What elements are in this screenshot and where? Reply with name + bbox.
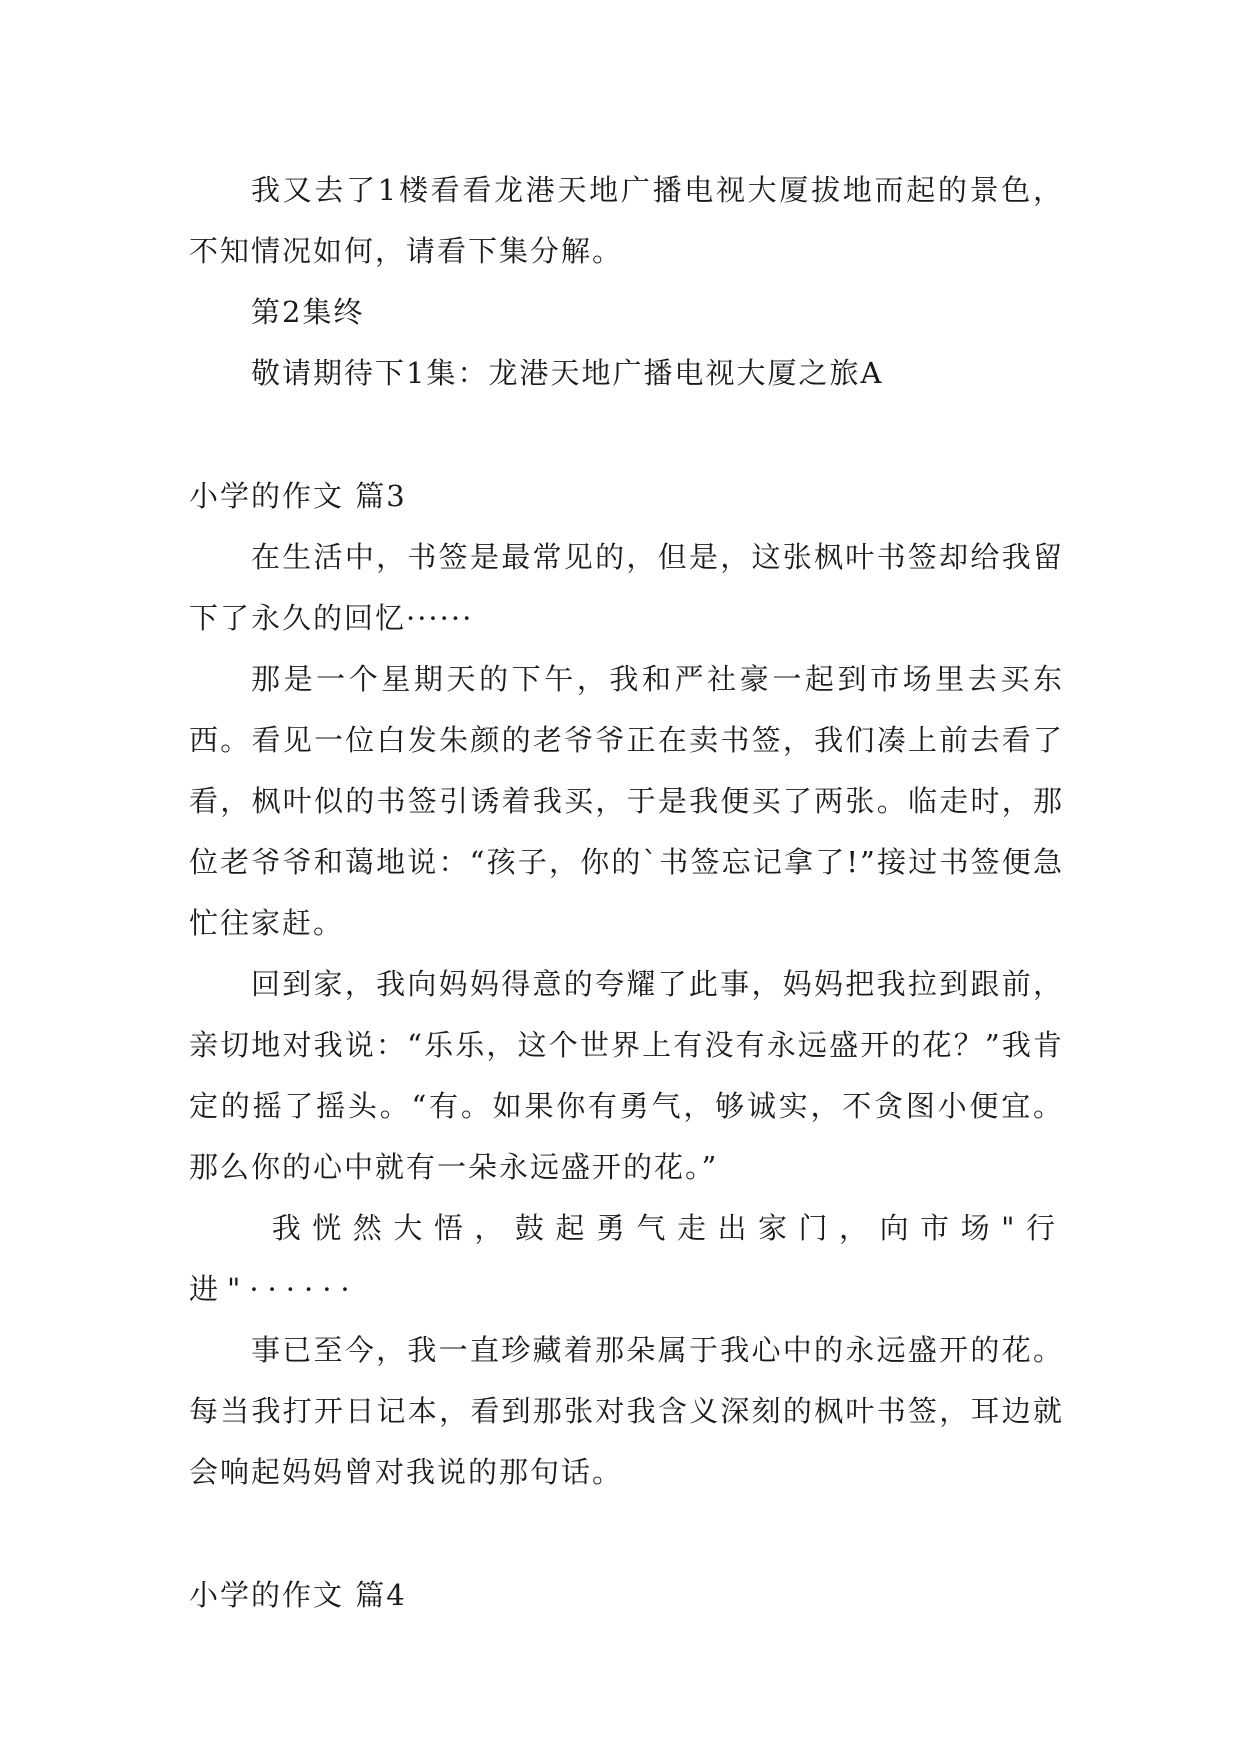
section-heading-3: 小学的作文 篇3 bbox=[189, 479, 407, 513]
paragraph-market: 那是一个星期天的下午，我和严社豪一起到市场里去买东西。看见一位白发朱颜的老爷爷正在卖书签，我们凑上前去看了看，枫叶似的书签引诱着我买，于是我便买了两张。临走时，那位老爷爷和蔼地说：“孩子，你的`书签忘记拿了!”接过书签便急忙往家赶。 bbox=[189, 662, 1064, 940]
paragraph-next-episode: 敬请期待下1集：龙港天地广播电视大厦之旅A bbox=[251, 356, 884, 390]
paragraph-story-ending: 我又去了1楼看看龙港天地广播电视大厦拔地而起的景色，不知情况如何，请看下集分解。 bbox=[189, 173, 1064, 268]
paragraph-conclusion: 事已至今，我一直珍藏着那朵属于我心中的永远盛开的花。每当我打开日记本，看到那张对我含义深刻的枫叶书签，耳边就会响起妈妈曾对我说的那句话。 bbox=[189, 1333, 1064, 1489]
paragraph-mother: 回到家，我向妈妈得意的夸耀了此事，妈妈把我拉到跟前，亲切地对我说：“乐乐，这个世界上有没有永远盛开的花？”我肯定的摇了摇头。“有。如果你有勇气，够诚实，不贪图小便宜。那么你的心中就有一朵永远盛开的花。” bbox=[189, 967, 1064, 1184]
section-heading-4: 小学的作文 篇4 bbox=[189, 1578, 407, 1612]
paragraph-episode-end: 第2集终 bbox=[251, 295, 365, 329]
paragraph-realization: 我恍然大悟，鼓起勇气走出家门，向市场"行进"······ bbox=[189, 1211, 1065, 1306]
section-gap bbox=[189, 404, 1064, 466]
section-gap bbox=[189, 1503, 1064, 1565]
paragraph-intro: 在生活中，书签是最常见的，但是，这张枫叶书签却给我留下了永久的回忆······ bbox=[189, 540, 1064, 635]
document-body bbox=[189, 160, 1064, 1626]
